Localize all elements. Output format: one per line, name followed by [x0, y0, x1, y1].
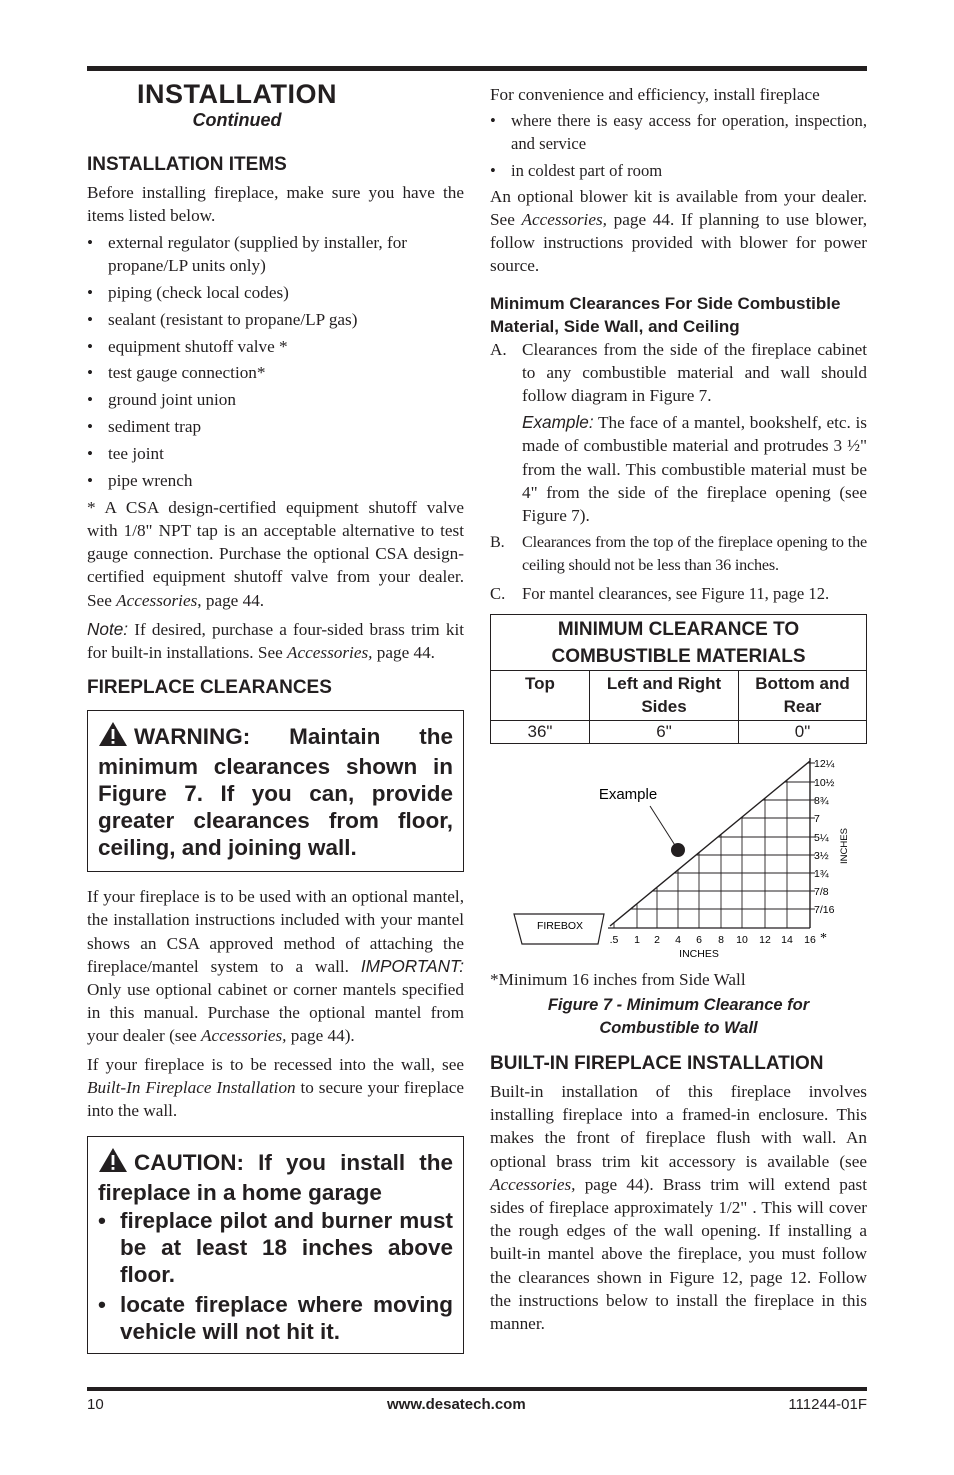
builtin-paragraph: Built-in installation of this fireplace involves installing fireplace into a framed-in enclosure. This makes the front of fireplace flush with wall. An optional brass trim kit accessory is available (see Accessories, page 44). Brass trim will extend past sides of fireplace approximately 1/2" . This will cover the rough edges of the wall opening. If installing a built-in mantel above the fireplace, you must follow the clearances shown in Figure 12, page 12. Follow the instructions below to install the fireplace in this manner.: [490, 1082, 867, 1334]
clearance-list: [490, 338, 867, 605]
col-top: Top: [491, 670, 590, 720]
blower-paragraph: An optional blower kit is available from your dealer. See Accessories, page 44. If planning to use blower, follow instructions provided with blower for power source.: [490, 186, 867, 276]
x-tick-label: 12: [759, 933, 771, 946]
y-tick-label: 1¾: [814, 867, 829, 880]
list-item: • pipe wrench: [87, 469, 464, 492]
example-pointer: [650, 806, 678, 850]
val-top: 36": [491, 720, 590, 743]
example-label: Example: [598, 785, 658, 803]
x-tick-label: 2: [654, 933, 660, 946]
val-bottom: 0": [739, 720, 867, 743]
y-tick-label: 7: [814, 812, 820, 825]
y-tick-label: 10½: [814, 776, 835, 789]
x-tick-label: 10: [736, 933, 748, 946]
installation-items-intro: Before installing fireplace, make sure you have the items listed below.: [87, 183, 464, 226]
list-item: • fireplace pilot and burner must be at least 18 inches above floor.: [98, 1207, 453, 1288]
warning-box: [87, 710, 464, 872]
convenience-intro: For convenience and efficiency, install fireplace: [490, 85, 820, 104]
y-tick-label: 12¼: [814, 757, 835, 770]
convenience-list: [490, 109, 867, 182]
x-tick-label: 8: [718, 933, 724, 946]
x-axis-label: INCHES: [679, 947, 719, 960]
list-item: • in coldest part of room: [490, 159, 867, 182]
x-tick-label: .5: [609, 933, 619, 946]
list-item: • piping (check local codes): [87, 281, 464, 304]
page-number: 10: [87, 1396, 104, 1413]
caution-box: [87, 1136, 464, 1354]
min-clearances-heading: Minimum Clearances For Side Combustible Material, Side Wall, and Ceiling: [490, 293, 841, 336]
mantel-paragraph: If your fireplace is to be used with an optional mantel, the installation instructions included with your mantel shows an CSA approved method of attaching the fireplace/mantel system to a wall. IMPORTANT: Only use optional cabinet or corner mantels specified in this manual. Purchase the optional mantel from your dealer (see Accessories, page 44).: [87, 887, 464, 1046]
col-sides: Left and Right Sides: [590, 670, 739, 720]
caution-list: [98, 1207, 453, 1345]
installation-items-heading: INSTALLATION ITEMS: [87, 154, 287, 175]
right-column: [490, 83, 867, 1335]
x-tick-label: 14: [781, 933, 793, 946]
warning-triangle-icon: [98, 721, 128, 753]
list-item: • equipment shutoff valve *: [87, 335, 464, 358]
list-item: • sediment trap: [87, 415, 464, 438]
firebox-label: FIREBOX: [536, 919, 584, 932]
list-item-c: C. For mantel clearances, see Figure 11, page 12.: [490, 583, 830, 603]
part-number: 111244-01F: [788, 1396, 867, 1413]
y-tick-label: 7/8: [814, 885, 829, 898]
list-item-a: A. Clearances from the side of the fireplace cabinet to any combustible material and wall should follow diagram in Figure 7.: [490, 339, 867, 406]
list-item: • sealant (resistant to propane/LP gas): [87, 308, 464, 331]
builtin-heading: BUILT-IN FIREPLACE INSTALLATION: [490, 1053, 824, 1075]
x-tick-label: 16: [804, 933, 816, 946]
list-item: • external regulator (supplied by installer, for propane/LP units only): [87, 231, 464, 277]
x-axis-asterisk: *: [820, 930, 827, 946]
y-tick-label: 5¼: [814, 831, 829, 844]
y-tick-label: 7/16: [814, 903, 835, 916]
x-tick-label: 6: [696, 933, 702, 946]
caution-triangle-icon: [98, 1147, 128, 1179]
list-item-b: B. Clearances from the top of the fireplace opening to the ceiling should not be less than 36 inches.: [490, 533, 867, 575]
section-subtitle: Continued: [192, 110, 282, 130]
figure-caption: Figure 7 - Minimum Clearance for Combustible to Wall: [547, 996, 810, 1038]
list-item: • ground joint union: [87, 388, 464, 411]
col-bottom: Bottom and Rear: [739, 670, 867, 720]
trim-kit-note: Note: If desired, purchase a four-sided brass trim kit for built-in installations. See Accessories, page 44.: [87, 618, 464, 662]
caution-title: CAUTION: If you install the fireplace in a home garage: [98, 1150, 453, 1206]
clearance-figure: [490, 756, 867, 976]
fireplace-clearances-heading: FIREPLACE CLEARANCES: [87, 677, 332, 699]
y-tick-label: 8¾: [814, 794, 829, 807]
list-item: • where there is easy access for operation, inspection, and service: [490, 109, 867, 155]
y-tick-label: 3½: [814, 849, 829, 862]
website-url: www.desatech.com: [387, 1396, 526, 1413]
clearance-table: [490, 614, 867, 744]
list-item: • tee joint: [87, 442, 464, 465]
example-point: [671, 843, 685, 857]
x-tick-label: 4: [675, 933, 681, 946]
figure-footnote: *Minimum 16 inches from Side Wall: [490, 969, 746, 989]
bottom-rule: [87, 1387, 867, 1391]
example-item: Example: The face of a mantel, bookshelf, etc. is made of combustible material and protrudes 3 ½" from the wall. This combustible material must be 4" from the side of the fireplace opening (see Figure 7).: [522, 412, 867, 526]
y-axis-label: INCHES: [839, 827, 850, 864]
section-title: INSTALLATION: [137, 79, 337, 109]
list-item: • test gauge connection*: [87, 361, 464, 384]
list-item: • locate fireplace where moving vehicle will not hit it.: [98, 1291, 453, 1345]
val-sides: 6": [590, 720, 739, 743]
clearance-table-title: MINIMUM CLEARANCE TO COMBUSTIBLE MATERIALS: [491, 614, 867, 670]
recessed-paragraph: If your fireplace is to be recessed into the wall, see Built-In Fireplace Installation to secure your fireplace into the wall.: [87, 1054, 465, 1121]
x-tick-label: 1: [634, 933, 640, 946]
installation-items-list: [87, 231, 464, 492]
warning-text: WARNING: Maintain the minimum clearances shown in Figure 7. If you can, provide greater clearances from floor, ceiling, and joining wall.: [98, 724, 453, 861]
clearance-diagram: [490, 756, 867, 976]
left-column: [87, 78, 464, 1354]
shutoff-footnote: * A CSA design-certified equipment shutoff valve with 1/8" NPT tap is an acceptable alternative to test gauge connection. Purchase the optional CSA design-certified equipment shutoff valve from your dealer. See Accessories, page 44.: [87, 497, 464, 610]
top-rule: [87, 66, 867, 71]
